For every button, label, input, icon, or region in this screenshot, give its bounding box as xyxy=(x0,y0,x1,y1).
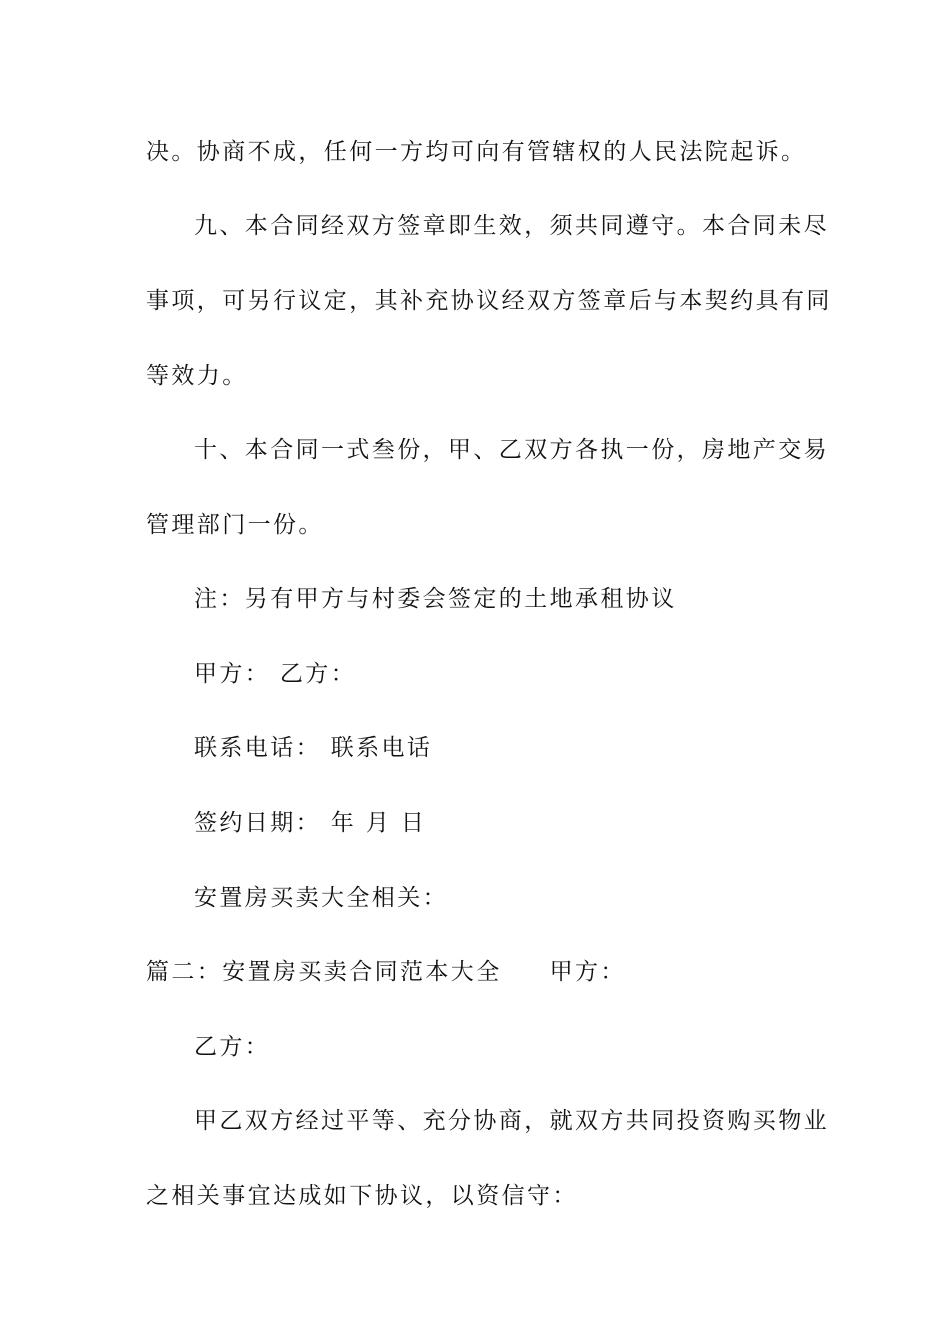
section-title: 篇二：安置房买卖合同范本大全 xyxy=(146,959,502,985)
party-signature-line: 甲方： 乙方： xyxy=(194,661,357,687)
paragraph-line: 九、本合同经双方签章即生效，须共同遵守。本合同未尽 xyxy=(194,213,829,239)
paragraph-line: 决。协商不成，任何一方均可向有管辖权的人民法院起诉。 xyxy=(146,139,807,165)
paragraph-line: 管理部门一份。 xyxy=(146,512,324,538)
note-line: 注：另有甲方与村委会签定的土地承租协议 xyxy=(194,586,677,612)
signing-date-line: 签约日期： 年 月 日 xyxy=(194,810,427,836)
contact-phone-line: 联系电话： 联系电话 xyxy=(194,735,433,761)
paragraph-line: 事项，可另行议定，其补充协议经双方签章后与本契约具有同 xyxy=(146,288,832,314)
paragraph-line: 等效力。 xyxy=(146,363,248,389)
section-heading-line xyxy=(146,957,626,987)
paragraph-line: 十、本合同一式叁份，甲、乙双方各执一份，房地产交易 xyxy=(194,437,829,463)
related-heading-line: 安置房买卖大全相关： xyxy=(194,885,448,911)
party-a-label: 甲方： xyxy=(549,959,626,985)
paragraph-line: 之相关事宜达成如下协议，以资信守： xyxy=(146,1183,578,1209)
party-b-label: 乙方： xyxy=(194,1034,271,1060)
paragraph-line: 甲乙双方经过平等、充分协商，就双方共同投资购买物业 xyxy=(194,1108,829,1134)
